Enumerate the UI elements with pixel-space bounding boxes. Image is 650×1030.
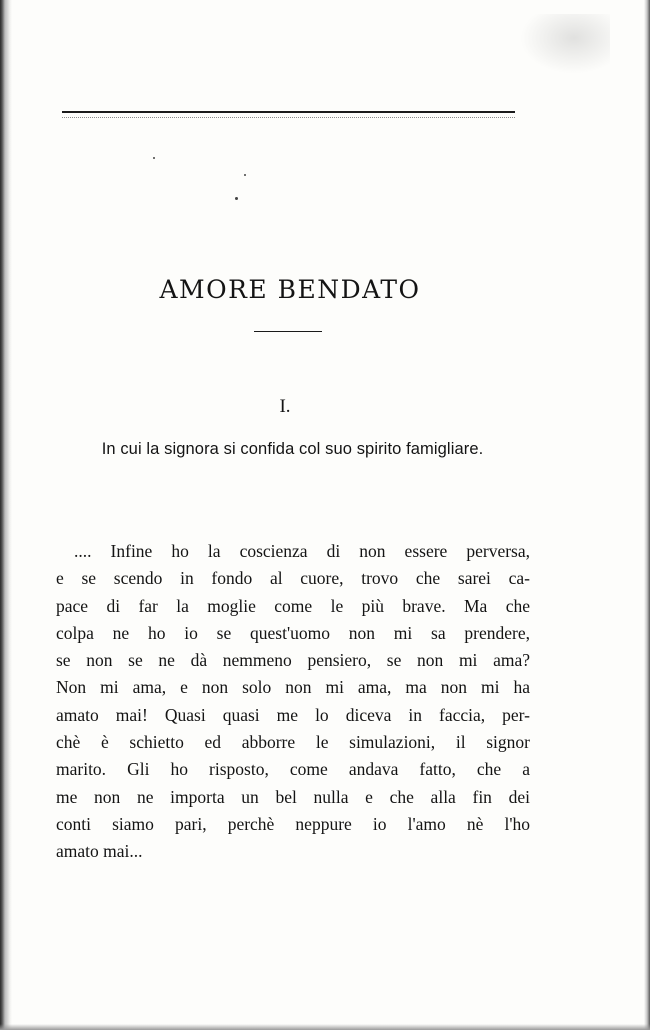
header-rule-dotted [62, 117, 515, 118]
ink-speck [235, 197, 238, 200]
title-rule [254, 331, 322, 332]
scan-edge-left [0, 0, 12, 1030]
scan-edge-right [644, 0, 650, 1030]
page-title: AMORE BENDATO [159, 275, 421, 304]
text-line: amato mai! Quasi quasi me lo diceva in faccia, per- [56, 704, 530, 725]
ink-speck [153, 157, 155, 159]
scan-edge-bottom [0, 1024, 650, 1030]
text-line: amato mai... [56, 841, 143, 862]
text-line: pace di far la moglie come le più brave. Ma che [56, 595, 530, 616]
text-line: chè è schietto ed abborre le simulazioni, il signor [56, 732, 530, 753]
text-line: e se scendo in fondo al cuore, trovo che sarei ca- [56, 568, 530, 589]
ink-speck [244, 174, 246, 176]
chapter-subtitle: In cui la signora si confida col suo spirito famigliare. [101, 440, 484, 458]
text-line: me non ne importa un bel nulla e che alla fin dei [56, 786, 530, 807]
chapter-number: I. [279, 396, 291, 417]
page-smudge [520, 14, 610, 74]
text-line: Non mi ama, e non solo non mi ama, ma non mi ha [56, 677, 530, 698]
text-line: .... Infine ho la coscienza di non essere perversa, [74, 541, 530, 561]
body-paragraph [56, 538, 530, 866]
text-line: se non se ne dà nemmeno pensiero, se non mi ama? [56, 650, 530, 671]
header-rule [62, 111, 515, 113]
text-line: marito. Gli ho risposto, come andava fatto, che a [56, 759, 530, 780]
text-line: conti siamo pari, perchè neppure io l'amo nè l'ho [56, 813, 530, 834]
text-line: colpa ne ho io se quest'uomo non mi sa prendere, [56, 622, 530, 643]
